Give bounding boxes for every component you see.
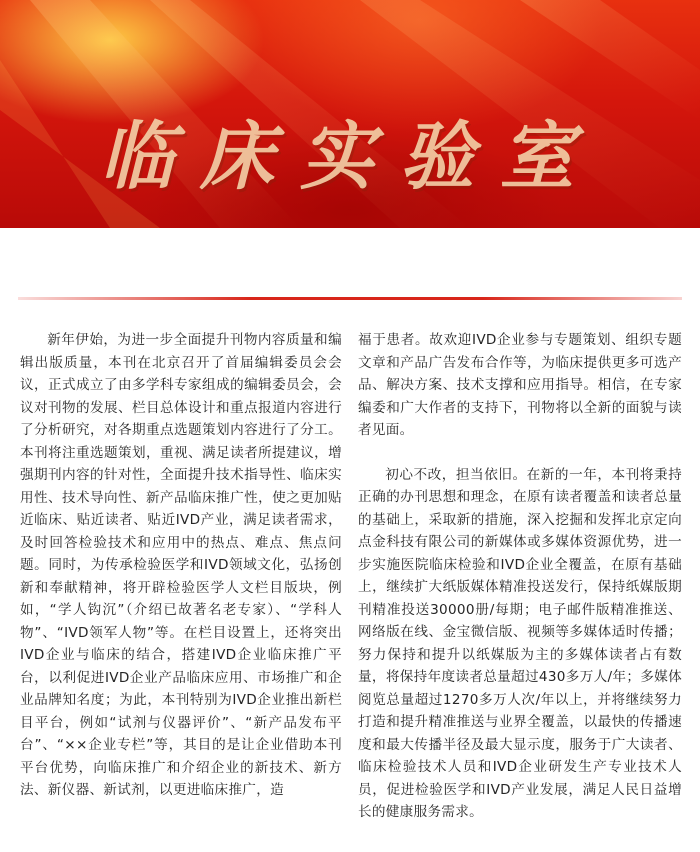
article-column-left [20,329,342,802]
banner-title: 临床实验室 [100,114,600,200]
article-column-right [358,329,682,824]
article-paragraph-1: 新年伊始，为进一步全面提升刊物内容质量和编辑出版质量，本刊在北京召开了首届编辑委员会会议，正式成立了由多学科专家组成的编辑委员会，会议对刊物的发展、栏目总体设计和重点报道内容进行了分析研究，对各期重点选题策划内容进行了分工。本刊将注重选题策划，重视、满足读者所提建议，增强期刊内容的针对性，全面提升技术指导性、临床实用性、技术导向性、新产品临床推广性，使之更加贴近临床、贴近读者、贴近IVD产业，满足读者需求，及时回答检验技术和应用中的热点、难点、焦点问题。同时，为传承检验医学和IVD领域文化，弘扬创新和奉献精神，将开辟检验医学人文栏目版块，例如，“学人钩沉”（介绍已故著名老专家）、“学科人物”、“IVD领军人物”等。在栏目设置上，还将突出IVD企业与临床的结合，搭建IVD企业临床推广平台，以利促进IVD企业产品临床应用、市场推广和企业品牌知名度；为此，本刊特别为IVD企业推出新栏目平台，例如“试剂与仪器评价”、“新产品发布平台”、“××企业专栏”等，其目的是让企业借助本刊平台优势，向临床推广和介绍企业的新技术、新方法、新仪器、新试剂，以更进临床推广，造 [20,332,342,798]
article-paragraph-2: 初心不改，担当依旧。在新的一年，本刊将秉持正确的办刊思想和理念，在原有读者覆盖和读者总量的基础上，采取新的措施，深入挖掘和发挥北京定向点金科技有限公司的新媒体或多媒体资源优势，进一步实施医院临床检验和IVD企业全覆盖，在原有基础上，继续扩大纸版媒体精准投送发行，保持纸媒版期刊精准投送30000册/每期；电子邮件版精准推送、网络版在线、金宝微信版、视频等多媒体适时传播；努力保持和提升以纸媒版为主的多媒体读者占有数量，将保持年度读者总量超过430多万人/年；多媒体阅览总量超过1270多万人次/年以上，并将继续努力打造和提升精准推送与业界全覆盖，以最快的传播速度和最大传播半径及最大显示度，服务于广大读者、临床检验技术人员和IVD企业研发生产专业技术人员，促进检验医学和IVD产业发展，满足人民日益增长的健康服务需求。 [358,466,682,820]
section-divider [18,297,682,300]
header-banner [0,0,700,228]
article-paragraph-1-continued: 福于患者。故欢迎IVD企业参与专题策划、组织专题文章和产品广告发布合作等，为临床提供更多可选产品、解决方案、技术支撑和应用指导。相信，在专家编委和广大作者的支持下，刊物将以全新的面貌与读者见面。 [358,332,682,438]
